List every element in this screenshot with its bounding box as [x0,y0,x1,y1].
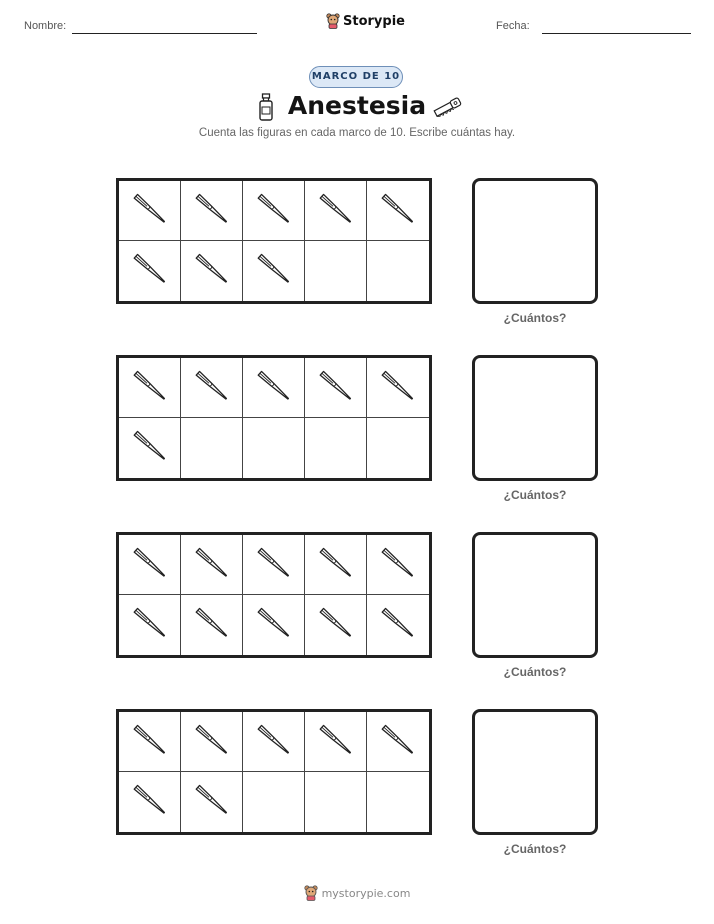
surgical-saw-icon [432,97,464,117]
ten-frame-cell [367,241,429,301]
ten-frame-cell [119,418,181,478]
ten-frame-cell [119,535,181,595]
ten-frame-cell [119,595,181,655]
tweezers-icon [130,364,170,412]
ten-frame-cell [119,712,181,772]
answer-label: ¿Cuántos? [503,488,567,502]
ten-frame-cell [181,181,243,241]
tweezers-icon [254,541,294,589]
answer-box-1[interactable] [472,178,598,304]
brand-name: Storypie [343,13,405,29]
ten-frame-cell [305,181,367,241]
ten-frame-cell [367,181,429,241]
tweezers-icon [316,187,356,235]
ten-frame-cell [305,595,367,655]
worksheet-type-badge: MARCO DE 10 [309,66,403,88]
footer [0,885,714,901]
ten-frame-cell [305,772,367,832]
tweezers-icon [254,601,294,649]
tweezers-icon [130,718,170,766]
ten-frame-3 [116,532,432,658]
tweezers-icon [316,364,356,412]
tweezers-icon [316,601,356,649]
tweezers-icon [192,541,232,589]
tweezers-icon [378,541,418,589]
ten-frame-cell [367,418,429,478]
ten-frame-cell [305,241,367,301]
ten-frame-cell [243,358,305,418]
tweezers-icon [192,778,232,826]
answer-label: ¿Cuántos? [503,842,567,856]
answer-label: ¿Cuántos? [503,311,567,325]
tweezers-icon [192,718,232,766]
ten-frame-cell [305,358,367,418]
ten-frame-4 [116,709,432,835]
ten-frame-cell [243,181,305,241]
ten-frame-cell [181,535,243,595]
tweezers-icon [378,601,418,649]
tweezers-icon [130,187,170,235]
storypie-mascot-icon [326,13,340,29]
answer-box-3[interactable] [472,532,598,658]
tweezers-icon [254,247,294,295]
ten-frame-cell [367,712,429,772]
ten-frame-cell [181,241,243,301]
instructions: Cuenta las figuras en cada marco de 10. Escribe cuántas hay. [198,127,516,139]
ten-frame-cell [119,241,181,301]
ten-frame-cell [119,181,181,241]
date-label: Fecha: [496,20,530,32]
tweezers-icon [254,187,294,235]
ten-frame-cell [119,358,181,418]
ten-frame-cell [181,358,243,418]
answer-label: ¿Cuántos? [503,665,567,679]
ten-frame-cell [243,772,305,832]
ten-frame-cell [243,241,305,301]
ten-frame-cell [243,595,305,655]
tweezers-icon [130,601,170,649]
tweezers-icon [130,541,170,589]
ten-frame-cell [305,535,367,595]
tweezers-icon [192,364,232,412]
ten-frame-1 [116,178,432,304]
ten-frame-cell [367,358,429,418]
name-label: Nombre: [24,20,67,32]
answer-box-2[interactable] [472,355,598,481]
tweezers-icon [130,778,170,826]
ten-frame-cell [367,535,429,595]
tweezers-icon [130,424,170,472]
ten-frame-cell [243,535,305,595]
ten-frame-cell [305,712,367,772]
tweezers-icon [192,601,232,649]
name-line[interactable] [72,33,257,34]
tweezers-icon [254,718,294,766]
tweezers-icon [378,364,418,412]
ten-frame-cell [367,595,429,655]
answer-box-4[interactable] [472,709,598,835]
page-title: Anestesia [287,91,427,120]
ten-frame-cell [243,418,305,478]
ten-frame-cell [243,712,305,772]
tweezers-icon [316,541,356,589]
tweezers-icon [254,364,294,412]
tweezers-icon [192,247,232,295]
tweezers-icon [130,247,170,295]
tweezers-icon [192,187,232,235]
ten-frame-2 [116,355,432,481]
storypie-mascot-icon [304,885,318,901]
ten-frame-cell [181,712,243,772]
footer-url[interactable]: mystorypie.com [321,886,411,900]
ten-frame-cell [305,418,367,478]
tweezers-icon [378,718,418,766]
ten-frame-cell [181,772,243,832]
tweezers-icon [378,187,418,235]
ten-frame-cell [119,772,181,832]
brand-logo [326,13,405,29]
ten-frame-cell [181,418,243,478]
ten-frame-cell [181,595,243,655]
ten-frame-cell [367,772,429,832]
tweezers-icon [316,718,356,766]
date-line[interactable] [542,33,691,34]
